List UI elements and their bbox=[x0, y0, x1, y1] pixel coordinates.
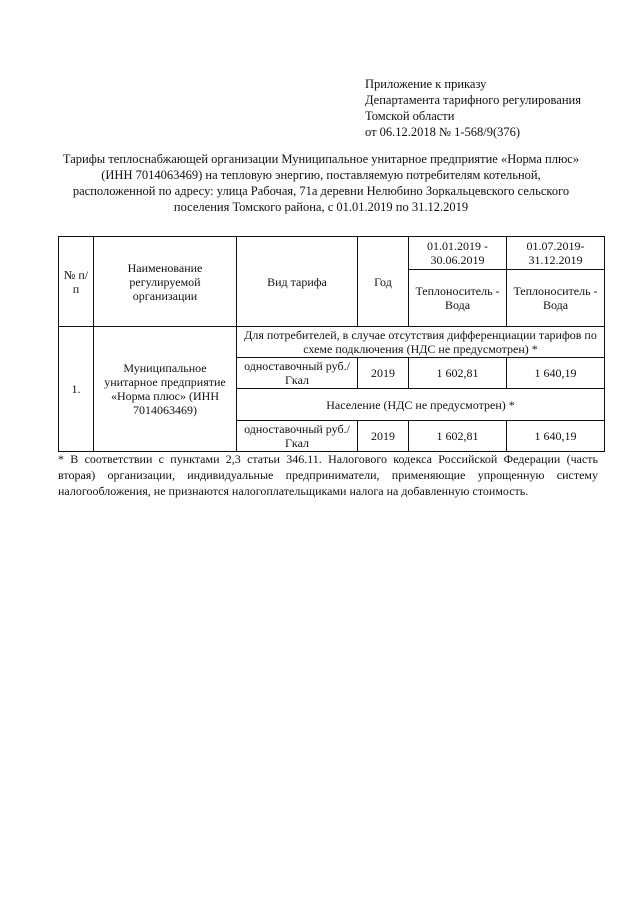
tariff-type-cell: одноставочный руб./Гкал bbox=[237, 421, 358, 452]
col-subheader-coolant-2: Теплоноситель - Вода bbox=[507, 270, 605, 327]
tariff-value-period-1: 1 602,81 bbox=[409, 421, 507, 452]
tariff-table bbox=[58, 236, 605, 452]
tariff-value-period-1: 1 602,81 bbox=[409, 358, 507, 389]
col-header-number: № п/п bbox=[59, 237, 94, 327]
appendix-line: Приложение к приказу bbox=[365, 77, 487, 91]
tariff-value-period-2: 1 640,19 bbox=[507, 421, 605, 452]
order-date-line: от 06.12.2018 № 1-568/9(376) bbox=[365, 125, 521, 139]
document-title bbox=[40, 151, 602, 215]
organization-name: Муниципальное унитарное предприятие «Норма плюс» (ИНН 7014063469) bbox=[94, 327, 237, 452]
year-cell: 2019 bbox=[358, 421, 409, 452]
table-row bbox=[59, 327, 605, 358]
table-header-row bbox=[59, 237, 605, 270]
tariff-value-period-2: 1 640,19 bbox=[507, 358, 605, 389]
title-line-1: Тарифы теплоснабжающей организации Муниципальное унитарное предприятие «Норма плюс» bbox=[62, 152, 580, 166]
department-line: Департамента тарифного регулирования bbox=[365, 93, 581, 107]
year-cell: 2019 bbox=[358, 358, 409, 389]
order-reference-block bbox=[365, 76, 581, 140]
row-number: 1. bbox=[59, 327, 94, 452]
title-line-4: поселения Томского района, с 01.01.2019 по 31.12.2019 bbox=[173, 200, 469, 214]
region-line: Томской области bbox=[365, 109, 455, 123]
vat-footnote: * В соответствии с пунктами 2,3 статьи 346.11. Налогового кодекса Российской Федерации (часть вторая) организации, индивидуальные предприниматели, применяющие упрощенную систему налогообложения, не признаются налогоплательщиками налога на добавленную стоимость. bbox=[58, 452, 598, 498]
col-header-organization: Наименование регулируемой организации bbox=[94, 237, 237, 327]
col-header-period-2: 01.07.2019- 31.12.2019 bbox=[507, 237, 605, 270]
consumer-group-population: Население (НДС не предусмотрен) * bbox=[237, 389, 605, 421]
col-header-period-1: 01.01.2019 - 30.06.2019 bbox=[409, 237, 507, 270]
col-header-year: Год bbox=[358, 237, 409, 327]
title-line-2: (ИНН 7014063469) на тепловую энергию, поставляемую потребителям котельной, bbox=[101, 168, 541, 182]
title-line-3: расположенной по адресу: улица Рабочая, 71а деревни Нелюбино Зоркальцевского сельского bbox=[72, 184, 570, 198]
consumer-group-general: Для потребителей, в случае отсутствия дифференциации тарифов по схеме подключения (НДС не предусмотрен) * bbox=[237, 327, 605, 358]
col-header-tariff-type: Вид тарифа bbox=[237, 237, 358, 327]
tariff-type-cell: одноставочный руб./Гкал bbox=[237, 358, 358, 389]
col-subheader-coolant-1: Теплоноситель - Вода bbox=[409, 270, 507, 327]
